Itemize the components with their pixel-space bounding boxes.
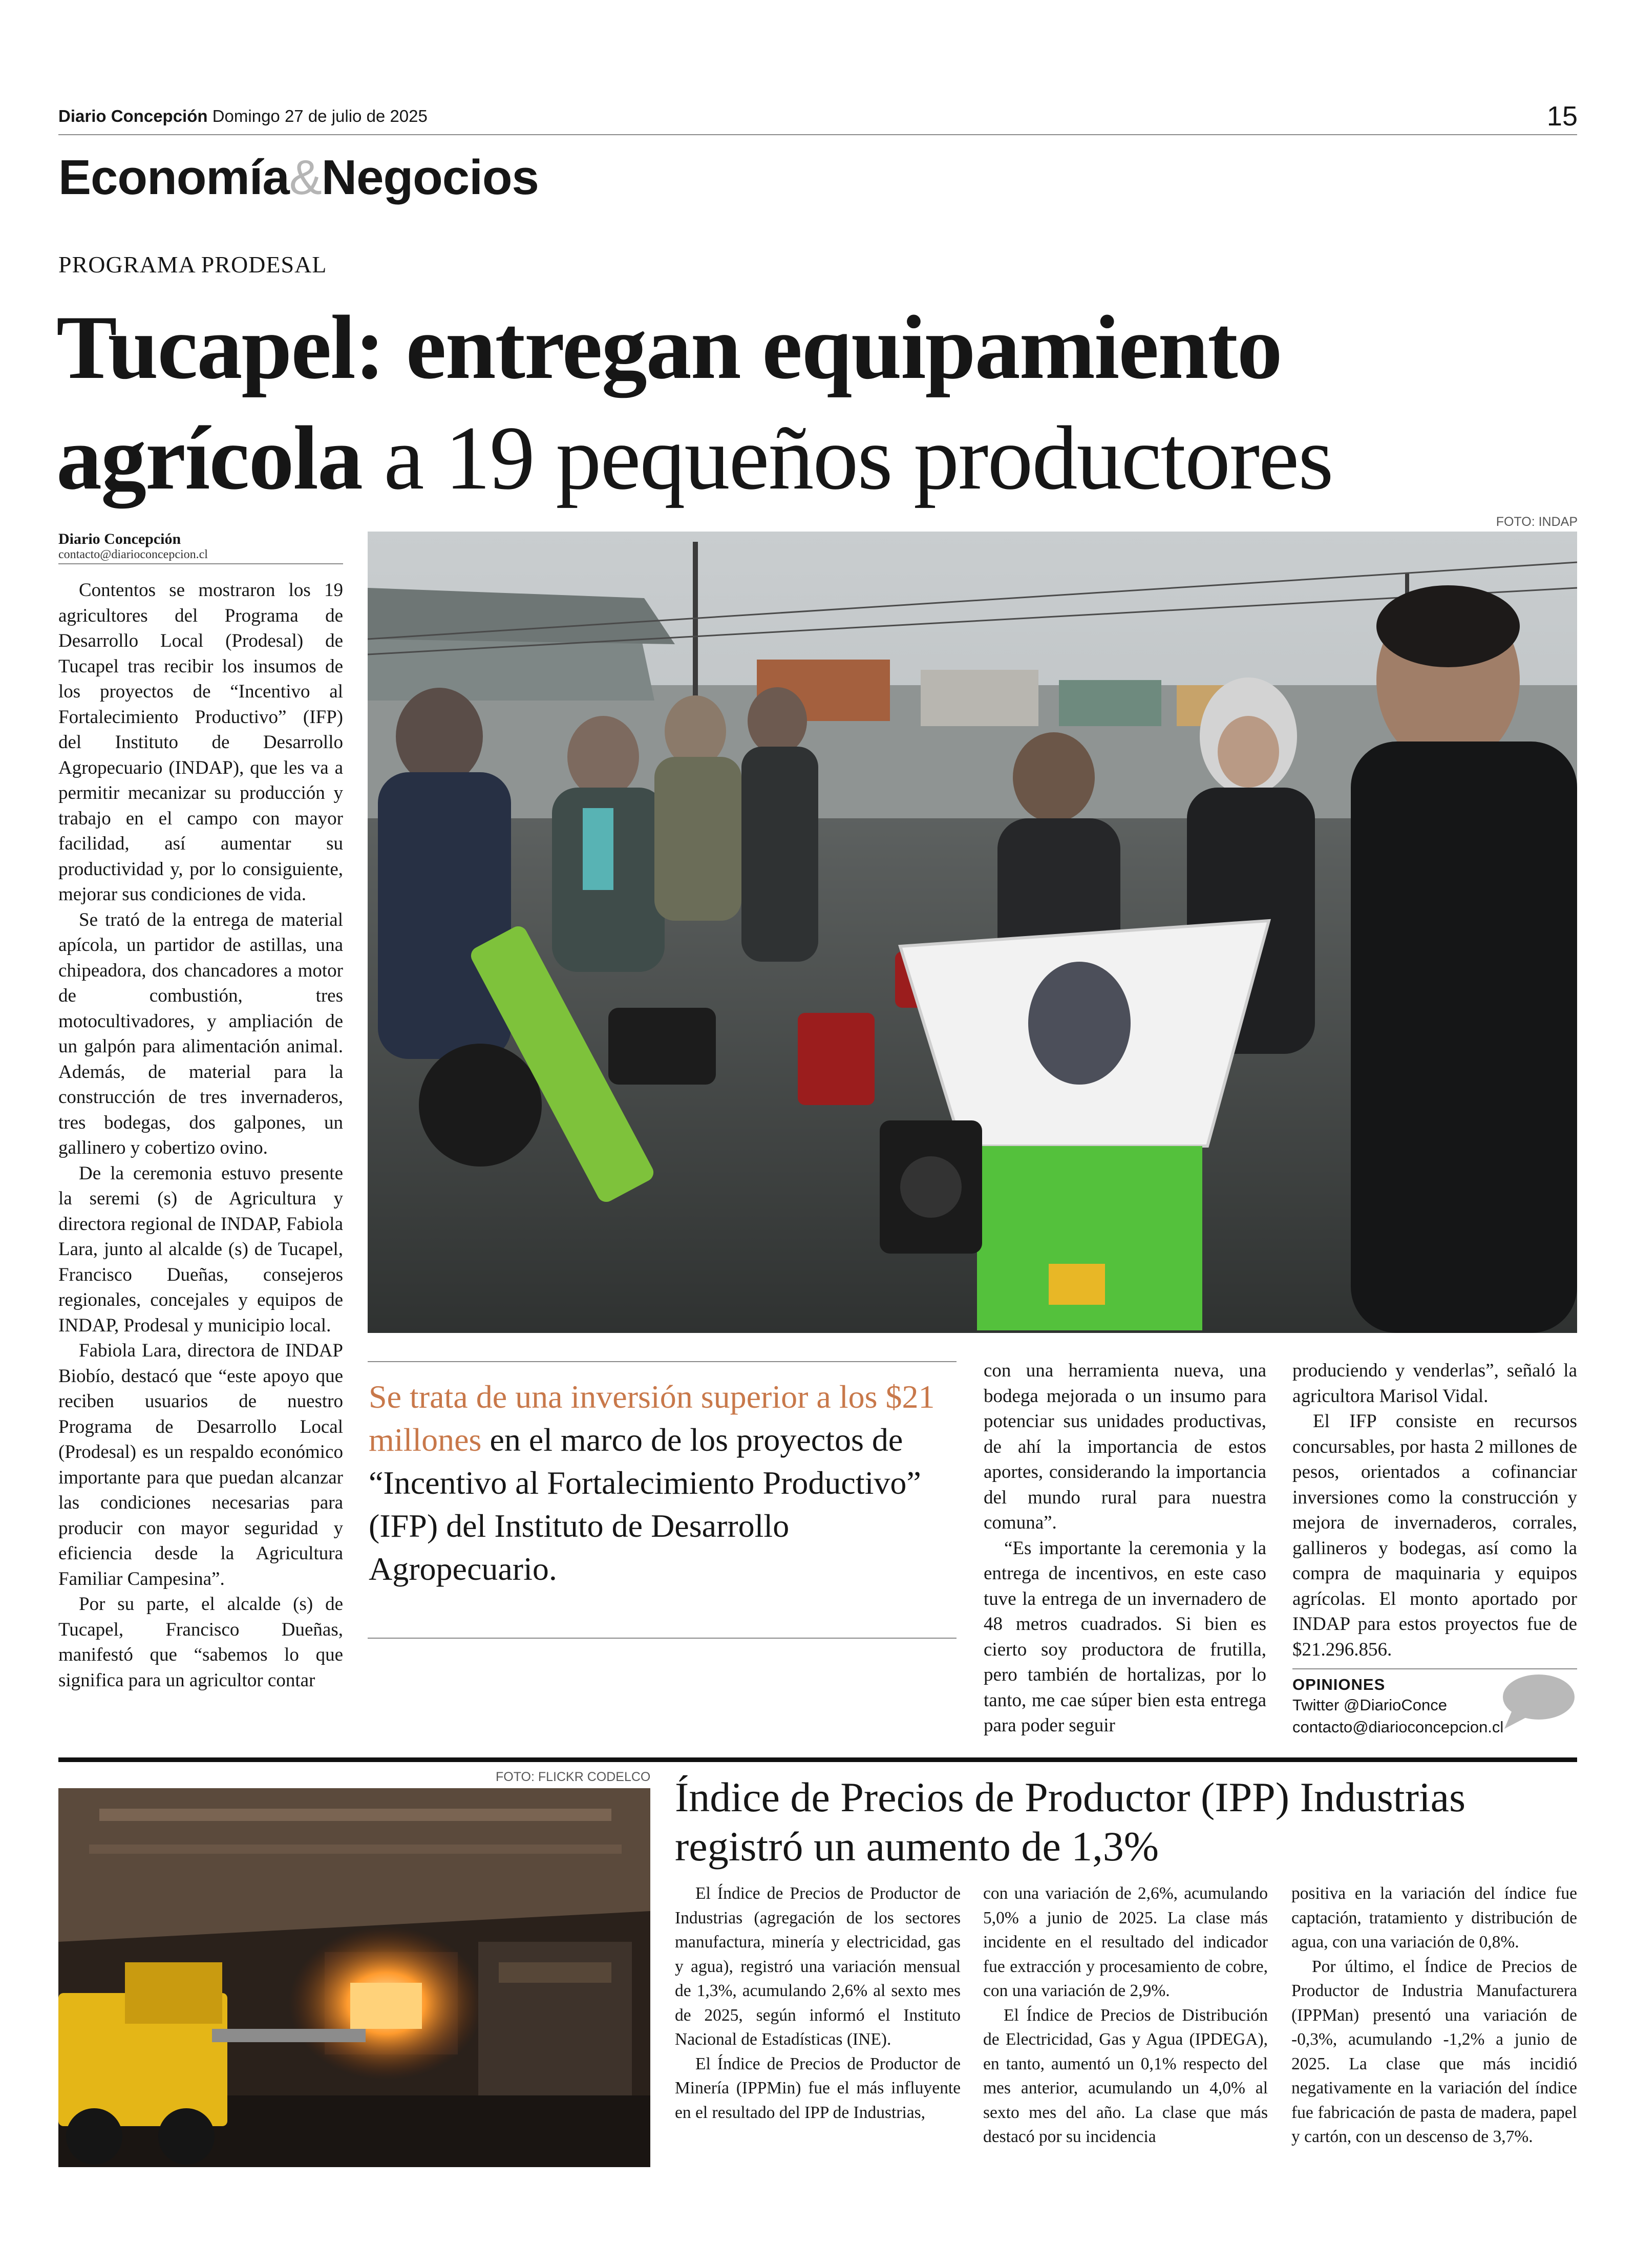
- speech-bubble-icon: [1501, 1673, 1576, 1731]
- article2-column-3: [1291, 1881, 1577, 2149]
- paragraph: El IFP consiste en recursos concursables, por hasta 2 millones de pesos, orientados a cofinanciar inversiones como la construcción y mejora de invernaderos, corrales, gallineros y bodegas, así como la compra de maquinaria y equipos agrícolas. El monto aportado por INDAP para estos proyectos fue de $21.296.856.: [1292, 1411, 1577, 1660]
- opinions-rule: [1292, 1668, 1577, 1669]
- paragraph: produciendo y venderlas”, señaló la agricultora Marisol Vidal.: [1292, 1360, 1577, 1407]
- headline-rest: a 19 pequeños productores: [362, 407, 1333, 508]
- paper-name: Diario Concepción: [58, 107, 208, 125]
- byline-name: Diario Concepción: [58, 531, 181, 547]
- masthead: [58, 107, 428, 126]
- paragraph: Se trató de la entrega de material apícola, un partidor de astillas, una chipeadora, dos chancadores a motor de combustión, tres motocultivadores, y ampliación de un galpón para alimentación animal. Además, de material para la construcción de tres invernaderos, tres bodegas, dos galpones, un gallinero y cobertizo ovino.: [58, 909, 343, 1158]
- paragraph: con una herramienta nueva, una bodega mejorada o un insumo para potenciar sus unidades productivas, de ahí la importancia de estos aportes, considerando la importancia del mundo rural para nuestra comuna”.: [984, 1360, 1266, 1533]
- article-kicker: PROGRAMA PRODESAL: [58, 251, 327, 278]
- section-title: [58, 150, 539, 206]
- paragraph: “Es importante la ceremonia y la entrega de incentivos, en este caso tuve la entrega de un invernadero de 48 metros cuadrados. Si bien es cierto soy productora de frutilla, pero también de hortalizas, por lo tanto, me cae súper bien esta entrega para poder seguir: [984, 1537, 1266, 1736]
- paragraph: Por su parte, el alcalde (s) de Tucapel, Francisco Dueñas, manifestó que “sabemos lo que significa para un agricultor contar: [58, 1594, 343, 1691]
- pull-quote: [369, 1375, 947, 1591]
- opinions-email[interactable]: contacto@diarioconcepcion.cl: [1292, 1718, 1504, 1736]
- article2-column-1: [675, 1881, 961, 2125]
- paragraph: con una variación de 2,6%, acumulando 5,0% a junio de 2025. La clase más incidente en el resultado del indicador fue extracción y procesamiento de cobre, con una variación de 2,9%.: [983, 1884, 1268, 2000]
- article1-column-1: [58, 578, 343, 1693]
- masthead-rule: [58, 134, 1577, 135]
- article-photo: [368, 532, 1577, 1333]
- pullquote-bottom-rule: [368, 1638, 957, 1639]
- industry-photo: [58, 1788, 650, 2167]
- pullquote-top-rule: [368, 1361, 957, 1362]
- article1-column-4: [1292, 1358, 1577, 1662]
- paragraph: Contentos se mostraron los 19 agricultores del Programa de Desarrollo Local (Prodesal) de Tucapel tras recibir los insumos de los proyectos de “Incentivo al Fortalecimiento Productivo” (IFP) del Instituto de Desarrollo Agropecuario (INDAP), que les va a permitir mecanizar su producción y trabajo en el campo con mayor facilidad, así aumentar su productividad y, por lo consiguiente, mejorar sus condiciones de vida.: [58, 580, 343, 905]
- section-negocios: Negocios: [321, 150, 539, 205]
- paragraph: El Índice de Precios de Distribución de Electricidad, Gas y Agua (IPDEGA), en tanto, aumentó un 0,1% respecto del mes anterior, acumulando un 4,0% al sexto mes del año. La clase que más destacó por su incidencia: [983, 2005, 1268, 2146]
- paragraph: De la ceremonia estuvo presente la seremi (s) de Agricultura y directora regional de INDAP, Fabiola Lara, junto al alcalde (s) de Tucapel, Francisco Dueñas, consejeros regionales, concejales y equipos de INDAP, Prodesal y municipio local.: [58, 1162, 343, 1336]
- opinions-box: [1292, 1676, 1504, 1738]
- article2-headline: Índice de Precios de Productor (IPP) Industrias registró un aumento de 1,3%: [675, 1774, 1465, 1870]
- opinions-title: OPINIONES: [1292, 1676, 1386, 1693]
- headline-bold: Tucapel: entregan equipamiento agrícola: [56, 296, 1282, 508]
- paragraph: Fabiola Lara, directora de INDAP Biobío, destacó que “este apoyo que reciben usuarios de nuestro Programa de Desarrollo Local (Prodesal) es un respaldo económico importante para que puedan alcanzar las condiciones necesarias para producir con mayor seguridad y eficiencia desde la Agricultura Familiar Campesina”.: [58, 1340, 343, 1589]
- paragraph: Por último, el Índice de Precios de Productor de Industria Manufacturera (IPPMan) presentó una variación de -0,3%, acumulando -1,2% a junio de 2025. La clase que más incidió negativamente en la variación del índice fue fabricación de pasta de madera, papel y cartón, con un descenso de 3,7%.: [1291, 1957, 1577, 2146]
- page-number: 15: [1546, 101, 1578, 132]
- article2-column-2: [983, 1881, 1268, 2149]
- article1-column-3: [984, 1358, 1266, 1739]
- byline-email: contacto@diarioconcepcion.cl: [58, 548, 208, 561]
- photo-credit: FOTO: INDAP: [1496, 515, 1578, 529]
- section-economia: Economía: [58, 150, 289, 205]
- byline-rule: [58, 563, 343, 564]
- pullquote-highlight: Se trata de una inversión superior a los $21 millones: [369, 1379, 935, 1458]
- photo-credit: FOTO: FLICKR CODELCO: [496, 1770, 651, 1784]
- paragraph: El Índice de Precios de Productor de Industrias (agregación de los sectores manufactura, minería y electricidad, gas y agua), registró una variación mensual de 1,3%, acumulando 2,6% al sexto mes de 2025, según informó el Instituto Nacional de Estadísticas (INE).: [675, 1884, 961, 2049]
- byline: [58, 531, 343, 562]
- pullquote-rest: en el marco de los proyectos de “Incentivo al Fortalecimiento Productivo” (IFP) del Instituto de Desarrollo Agropecuario.: [369, 1422, 921, 1587]
- paragraph: El Índice de Precios de Productor de Minería (IPPMin) fue el más influyente en el resultado del IPP de Industrias,: [675, 2054, 961, 2122]
- article-headline: [56, 292, 1582, 513]
- section-divider: [58, 1757, 1577, 1762]
- paragraph: positiva en la variación del índice fue captación, tratamiento y distribución de agua, con una variación de 0,8%.: [1291, 1884, 1577, 1952]
- section-ampersand: &: [289, 150, 322, 205]
- opinions-twitter[interactable]: Twitter @DiarioConce: [1292, 1696, 1447, 1714]
- issue-date: Domingo 27 de julio de 2025: [212, 107, 428, 125]
